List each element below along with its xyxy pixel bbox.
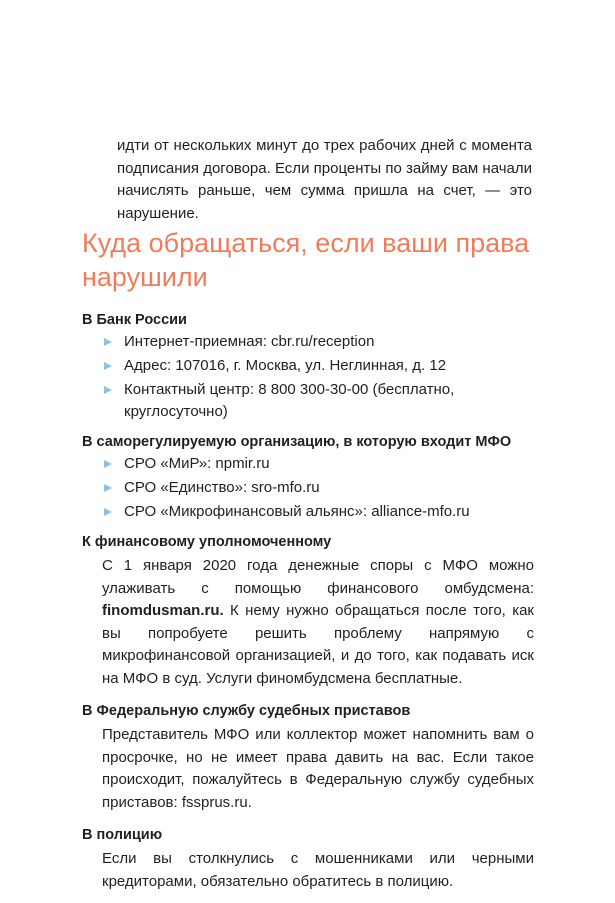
triangle-bullet-icon — [104, 460, 112, 468]
triangle-bullet-icon — [104, 386, 112, 394]
intro-text: идти от нескольких минут до трех рабочих дней с момента подписания договора. Если проценты по займу вам начали начислять раньше, чем сумма пришла на счет, — это нарушение. — [117, 137, 532, 222]
list-item-text: Контактный центр: 8 800 300-30-00 (бесплатно, круглосуточно) — [124, 381, 455, 420]
section-heading: К финансовому уполномоченному — [82, 534, 332, 550]
list-item — [102, 501, 534, 523]
section-body: Если вы столкнулись с мошенниками или черными кредиторами, обязательно обратитесь в полицию. — [102, 850, 534, 890]
list-item-text: Интернет-приемная: cbr.ru/reception — [124, 333, 375, 350]
section-heading: В Федеральную службу судебных приставов — [82, 703, 411, 719]
list-item-text: Адрес: 107016, г. Москва, ул. Неглинная, д. 12 — [124, 357, 447, 374]
list-item — [102, 355, 534, 377]
body-text: С 1 января 2020 года денежные споры с МФО можно улаживать с помощью финансового омбудсмена: — [102, 557, 534, 597]
section-police — [82, 824, 534, 893]
body-text: К нему нужно обращаться после того, как вы попробуете решить проблему напрямую с микрофинансовой организацией, и до того, как подавать иск на МФО в суд. Услуги финомбудсмена бесплатные. — [102, 602, 534, 687]
section-sro — [82, 431, 534, 523]
list-item-text: СРО «Единство»: sro-mfo.ru — [124, 479, 320, 496]
triangle-bullet-icon — [104, 338, 112, 346]
section-body: Представитель МФО или коллектор может напомнить вам о просрочке, но не имеет права давить на вас. Если такое происходит, пожалуйтесь в Федеральную службу судебных приставов: fssprus.ru. — [102, 726, 534, 811]
section-bailiffs — [82, 700, 534, 814]
list-item — [102, 453, 534, 475]
triangle-bullet-icon — [104, 508, 112, 516]
section-heading: В Банк России — [82, 312, 187, 328]
triangle-bullet-icon — [104, 484, 112, 492]
triangle-bullet-icon — [104, 362, 112, 370]
contacts-sections — [82, 309, 534, 903]
ombudsman-link: finomdusman.ru. — [102, 602, 224, 619]
list-item-text: СРО «Микрофинансовый альянс»: alliance-mfo.ru — [124, 503, 470, 520]
list-item — [102, 379, 534, 423]
list-item-text: СРО «МиР»: npmir.ru — [124, 455, 270, 472]
section-ombudsman — [82, 531, 534, 690]
bullet-list — [82, 453, 534, 523]
section-heading: В полицию — [82, 827, 163, 843]
section-bank-of-russia — [82, 309, 534, 423]
intro-paragraph — [117, 135, 532, 225]
section-title: Куда обращаться, если ваши права нарушили — [82, 228, 530, 292]
list-item — [102, 331, 534, 353]
section-body — [102, 555, 534, 690]
section-heading: В саморегулируемую организацию, в которую входит МФО — [82, 434, 512, 450]
bullet-list — [82, 331, 534, 423]
list-item — [102, 477, 534, 499]
